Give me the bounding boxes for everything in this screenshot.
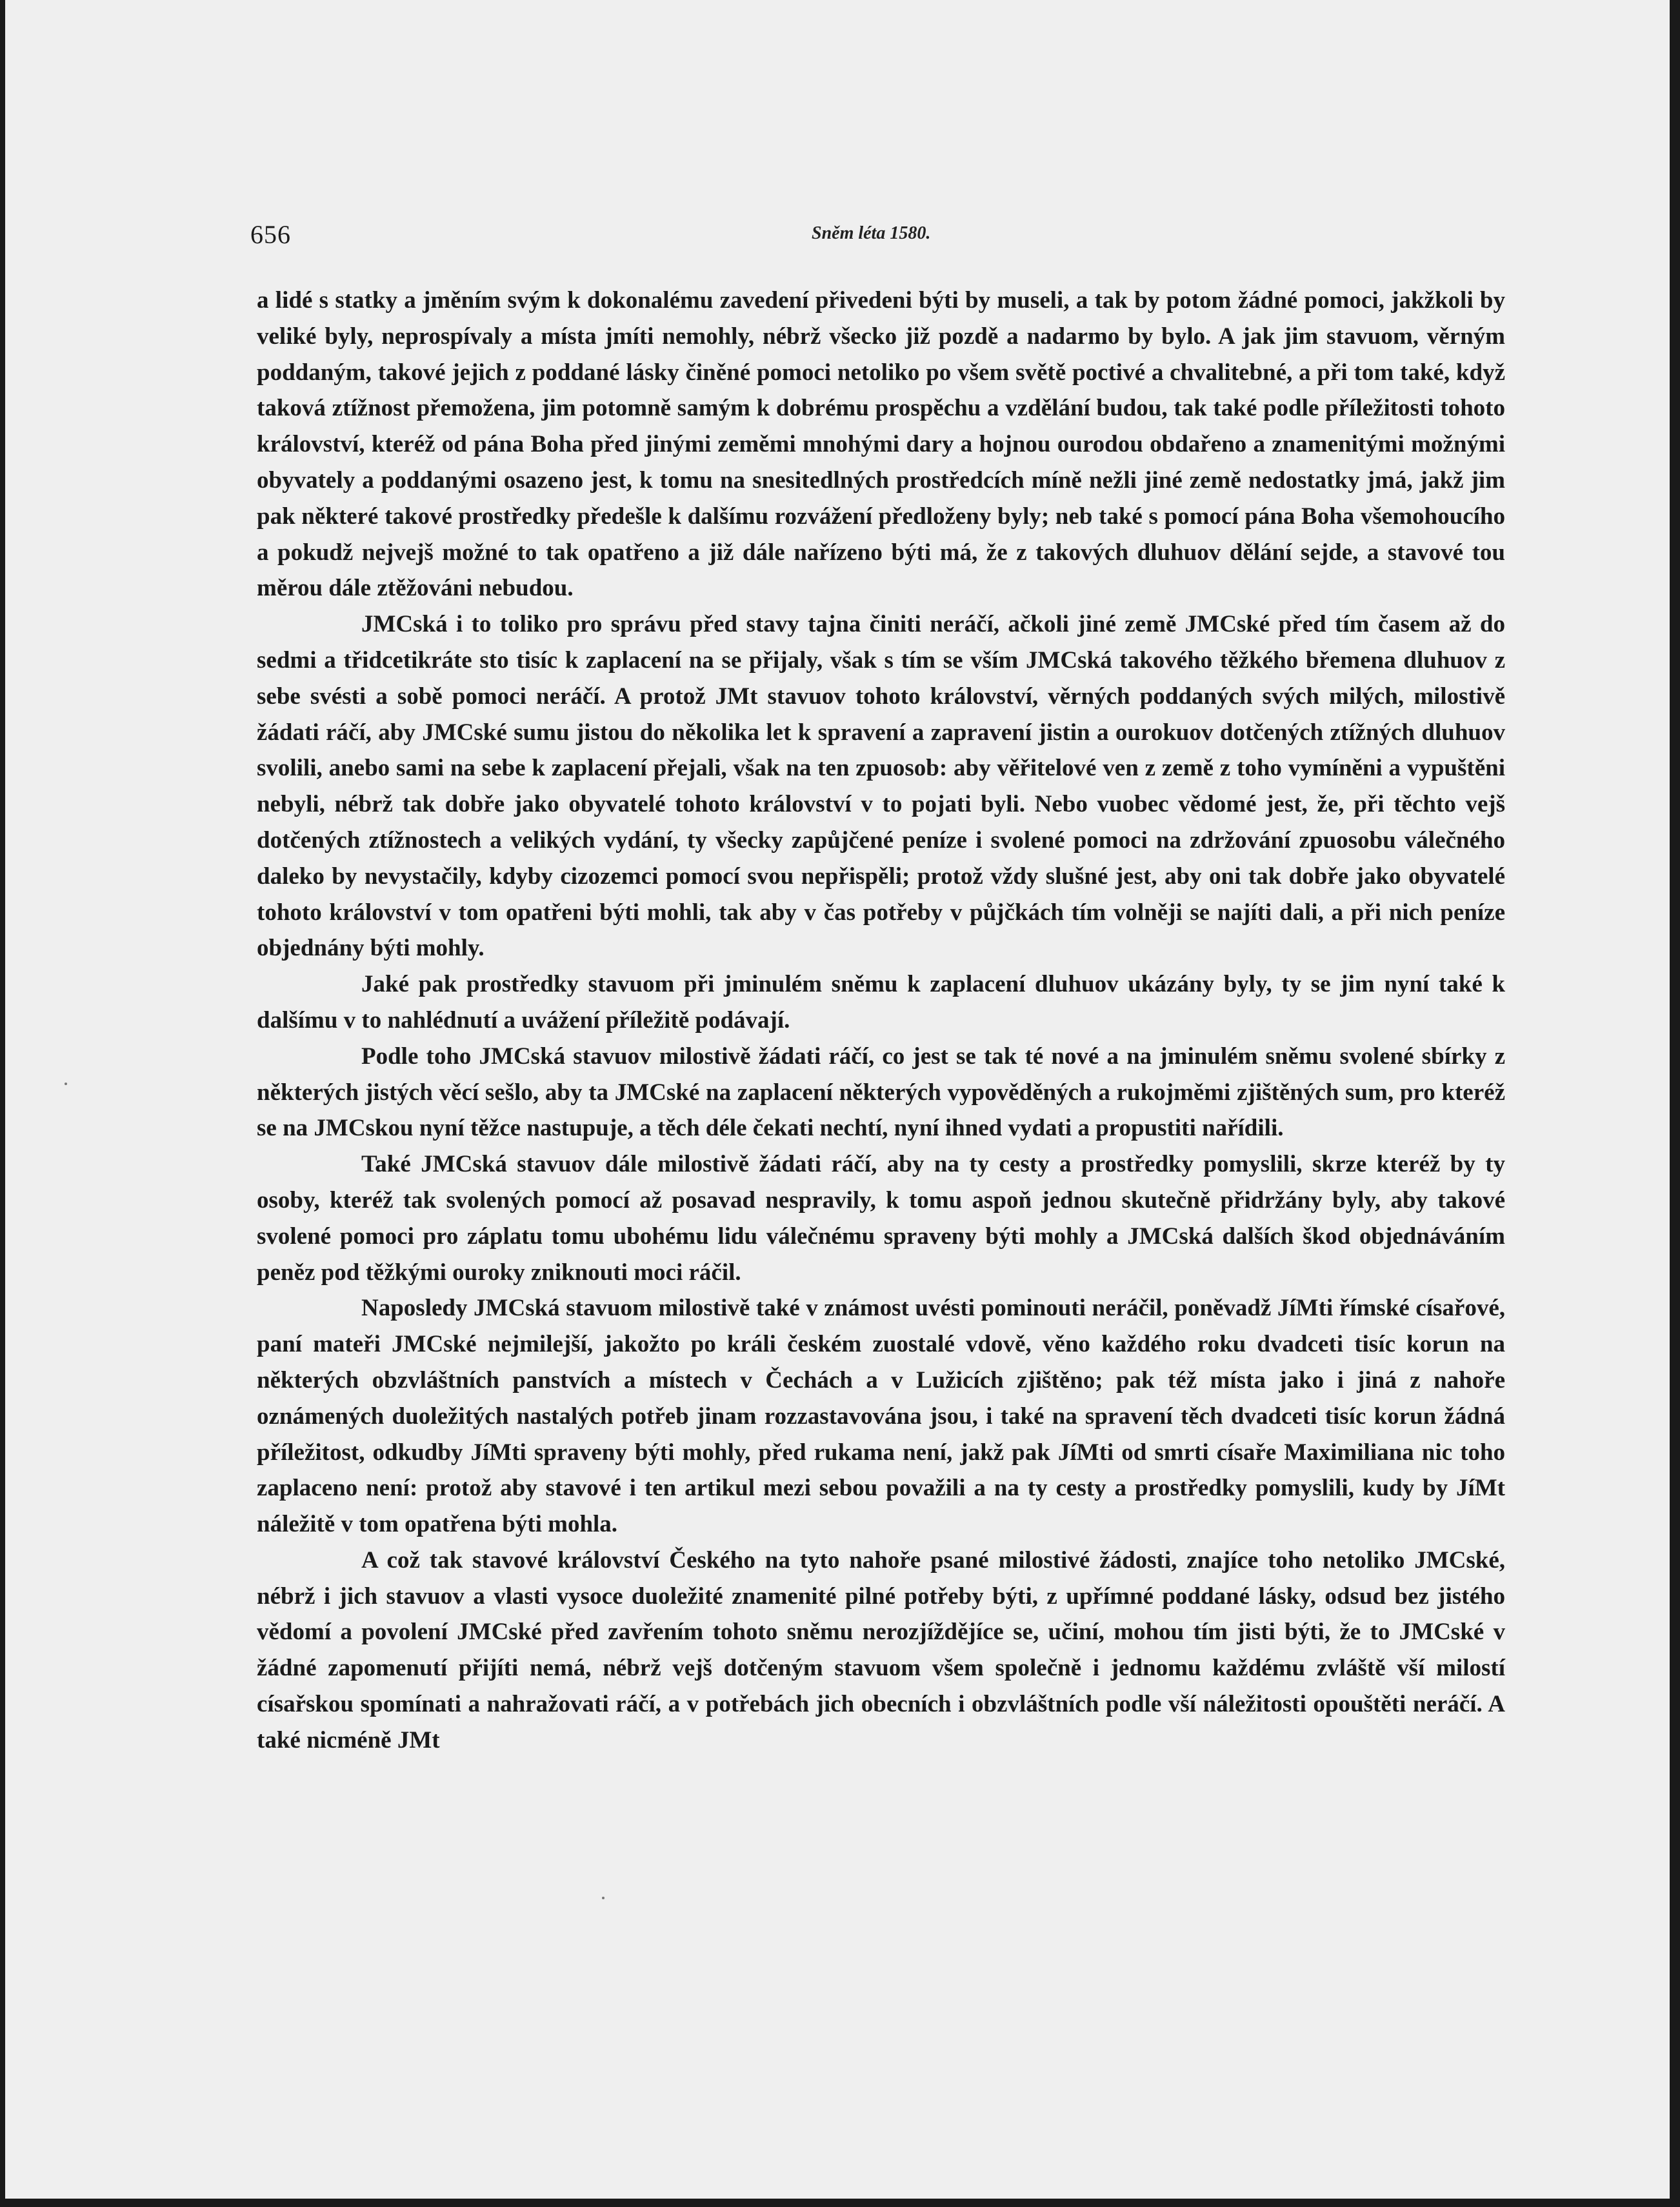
page-number: 656 (250, 220, 291, 249)
paragraph-2: JMCská i to toliko pro správu před stavy tajna činiti neráčí, ačkoli jiné země JMCské před tím časem až do sedmi a třidcetikráte sto tisíc k zaplacení na se přijaly, však s tím se vším JMCská takového těžkého břemena dluhuov z sebe svésti a sobě pomoci neráčí. A protož JMt stavuov tohoto království, věrných poddaných svých milých, milostivě žádati ráčí, aby JMCské sumu jistou do několika let k spravení a zapravení jistin a ourokuov dotčených ztížných dluhuov svolili, anebo sami na sebe k zaplacení přejali, však na ten zpuosob: aby věřitelové ven z země z toho vymíněni a vypuštěni nebyli, nébrž tak dobře jako obyvatelé tohoto království v to pojati byli. Nebo vuobec vědomé jest, že, při těchto vejš dotčených ztížnostech a velikých vydání, ty všecky zapůjčené peníze i svolené pomoci na zdržování zpuosobu válečného daleko by nevystačily, kdyby cizozemci pomocí svou nepřispěli; protož vždy slušné jest, aby oni tak dobře jako obyvatelé tohoto království v tom opatřeni býti mohli, tak aby v čas potřeby v půjčkách tím volněji se najíti dali, a při nich peníze objednány býti mohly. (257, 611, 1505, 962)
paragraph-5: Také JMCská stavuov dále milostivě žádati ráčí, aby na ty cesty a prostředky pomyslili, skrze kteréž by ty osoby, kteréž tak svolených pomocí až posavad nespravily, k tomu aspoň jednou skutečně přidržány byly, aby takové svolené pomoci pro záplatu tomu ubohému lidu válečnému spraveny býti mohly a JMCská dalších škod objednáváním peněz pod těžkými ouroky zniknouti moci ráčil. (257, 1151, 1505, 1286)
paragraph-4: Podle toho JMCská stavuov milostivě žádati ráčí, co jest se tak té nové a na jminulém sněmu svolené sbírky z některých jistých věcí sešlo, aby ta JMCské na zaplacení některých vypověděných a rukojměmi zjištěných sum, pro kteréž se na JMCskou nyní těžce nastupuje, a těch déle čekati nechtí, nyní ihned vydati a propustiti nařídili. (257, 1043, 1505, 1142)
paragraph-7: A což tak stavové království Českého na tyto nahoře psané milostivé žádosti, znajíce toho netoliko JMCské, nébrž i jich stavuov a vlasti vysoce duoležité znamenité pilné potřeby býti, z upřímné poddané lásky, odsud bez jistého vědomí a povolení JMCské před zavřením tohoto sněmu nerozjíždějíce se, učiní, mohou tím jisti býti, že to JMCské v žádné zapomenutí přijíti nemá, nébrž vejš dotčeným stavuom všem společně i jednomu každému zvláště vší milostí císařskou spomínati a nahražovati ráčí, a v potřebách jich obecních i obzvláštních podle vší náležitosti opouštěti neráčí. A také nicméně JMt (257, 1546, 1505, 1753)
paragraph-3: Jaké pak prostředky stavuom při jminulém sněmu k zaplacení dluhuov ukázány byly, ty se jim nyní také k dalšímu v to nahlédnutí a uvážení příležitě podávají. (257, 971, 1505, 1034)
page-header (250, 219, 1508, 258)
scanned-page (5, 0, 1670, 2199)
body-text (257, 283, 1505, 1759)
scan-speck (65, 1083, 67, 1085)
scan-speck (602, 1897, 605, 1899)
running-title: Sněm léta 1580. (812, 223, 931, 243)
paragraph-6: Naposledy JMCská stavuom milostivě také v známost uvésti pominouti neráčil, poněvadž JíMti římské císařové, paní mateři JMCské nejmilejší, jakožto po králi českém zuostalé vdově, věno každého roku dvadceti tisíc korun na některých obzvláštních panstvích a místech v Čechách a v Lužicích zjištěno; pak též místa jako i jiná z nahoře oznámených duoležitých nastalých potřeb jinam rozzastavována jsou, i také na spravení těch dvadceti tisíc korun žádná příležitost, odkudby JíMti spraveny býti mohly, před rukama není, jakž pak JíMti od smrti císaře Maximiliana nic toho zaplaceno není: protož aby stavové i ten artikul mezi sebou považili a na ty cesty a prostředky pomyslili, kudy by JíMt náležitě v tom opatřena býti mohla. (257, 1295, 1505, 1538)
paragraph-1: a lidé s statky a jměním svým k dokonalému zavedení přivedeni býti by museli, a tak by potom žádné pomoci, jakžkoli by veliké byly, neprospívaly a místa jmíti nemohly, nébrž všecko již pozdě a nadarmo by bylo. A jak jim stavuom, věrným poddaným, takové jejich z poddané lásky činěné pomoci netoliko po všem světě poctivé a chvalitebné, a při tom také, když taková ztížnost přemožena, jim potomně samým k dobrému prospěchu a vzdělání budou, tak také podle příležitosti tohoto království, kteréž od pána Boha před jinými zeměmi mnohými dary a hojnou ourodou obdařeno a znamenitými možnými obyvately a poddanými osazeno jest, k tomu na snesitedlných prostředcích míně nežli jiné země nedostatky jmá, jakž jim pak některé takové prostředky předešle k dalšímu rozvážení předloženy byly; neb také s pomocí pána Boha všemohoucího a pokudž nejvejš možné to tak opatřeno a již dále nařízeno býti má, že z takových dluhuov dělání sejde, a stavové tou měrou dále ztěžováni nebudou. (257, 287, 1505, 602)
